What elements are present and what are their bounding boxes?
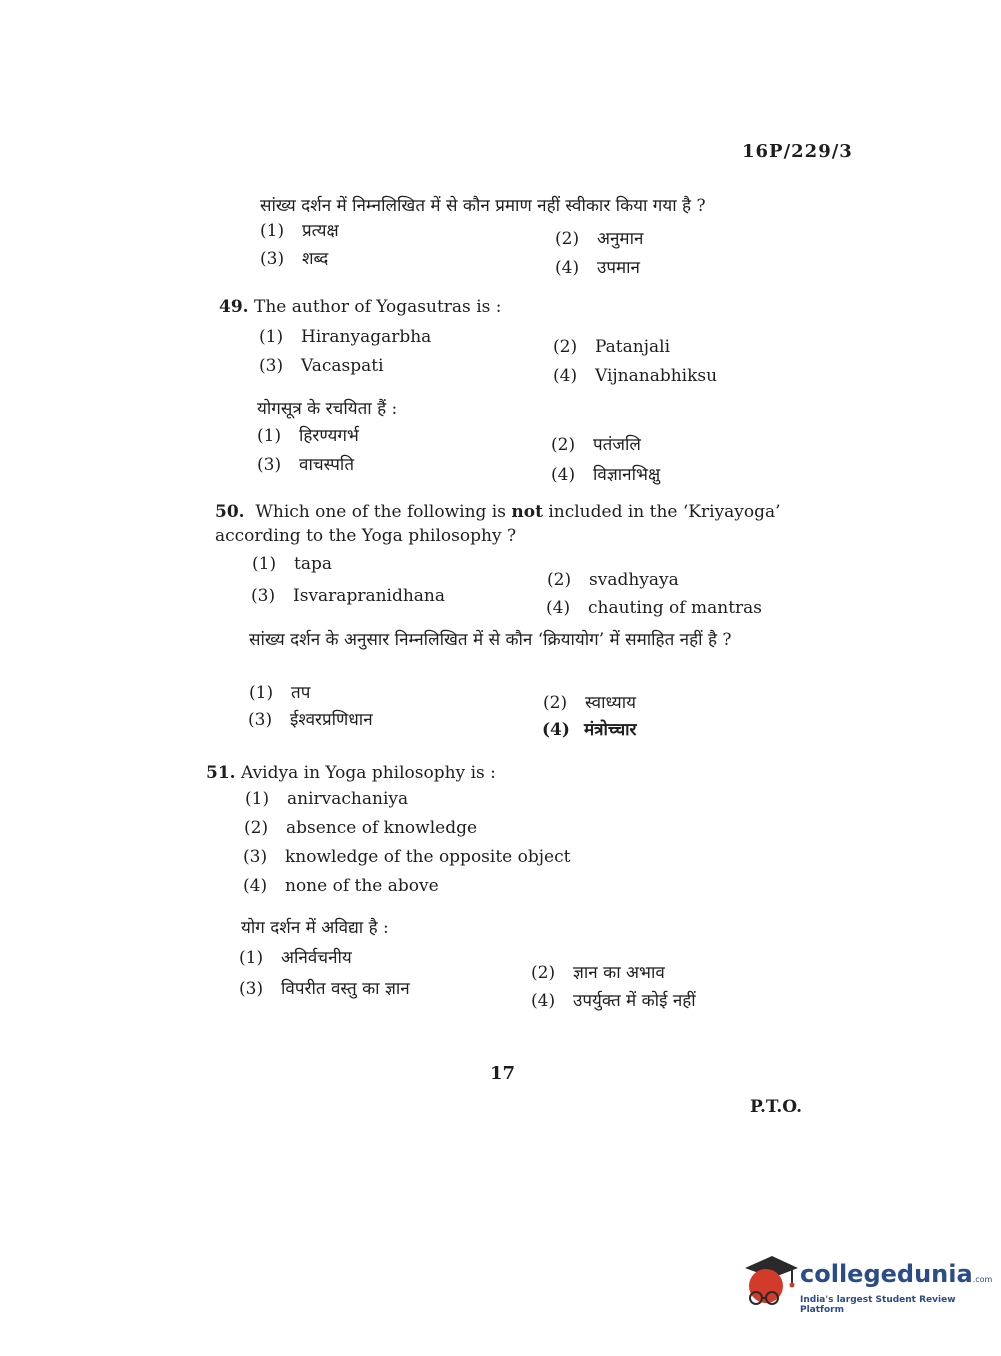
q48-hi-option-3: (3) शब्द [260,249,329,269]
q51-option-3: (3) knowledge of the opposite object [243,847,571,867]
q51-hindi-question: योग दर्शन में अविद्या है : [241,918,389,938]
q51-option-1: (1) anirvachaniya [245,789,409,809]
q50-option-3: (3) Isvarapranidhana [251,586,446,606]
q49-hi-option-3: (3) वाचस्पति [257,455,355,475]
q51-hi-option-4: (4) उपर्युक्त में कोई नहीं [531,991,696,1011]
q50-hi-option-3: (3) ईश्वरप्रणिधान [248,710,373,730]
paper-code: 16P/229/3 [742,141,853,162]
q50-hi-option-4: (4) मंत्रोच्चार [542,720,637,740]
q50-option-1: (1) tapa [252,554,332,574]
mascot-icon [740,1250,800,1315]
logo-tagline: India's largest Student Review Platform [800,1295,956,1315]
q51-option-4: (4) none of the above [243,876,439,896]
q50-option-2: (2) svadhyaya [547,570,679,590]
q49-hi-option-4: (4) विज्ञानभिक्षु [551,465,661,485]
q51-hi-option-1: (1) अनिर्वचनीय [239,948,352,968]
q51-option-2: (2) absence of knowledge [244,818,478,838]
pto-label: P.T.O. [750,1097,802,1117]
q48-hi-option-1: (1) प्रत्यक्ष [260,221,339,241]
q50-hi-option-2: (2) स्वाध्याय [543,693,636,713]
q50-question: 50. Which one of the following is not included in the ‘Kriyayoga’ according to the Yoga philosophy ? [215,502,781,546]
q49-option-2: (2) Patanjali [553,337,671,357]
q49-question: 49. The author of Yogasutras is : [219,297,502,317]
q49-option-3: (3) Vacaspati [259,356,384,376]
q49-option-4: (4) Vijnanabhiksu [553,366,718,386]
q50-hi-option-1: (1) तप [249,683,311,703]
q50-hindi-question: सांख्य दर्शन के अनुसार निम्नलिखित में से कौन ‘क्रियायोग’ में समाहित नहीं है ? [249,630,732,650]
page-number: 17 [490,1063,516,1084]
logo-wordmark: collegedunia.com [800,1260,993,1288]
q51-question: 51. Avidya in Yoga philosophy is : [206,763,496,783]
q51-hi-option-2: (2) ज्ञान का अभाव [531,963,665,983]
q49-option-1: (1) Hiranyagarbha [259,327,432,347]
q48-hi-option-4: (4) उपमान [555,258,640,278]
q50-number: 50. [215,502,245,522]
q48-hi-option-2: (2) अनुमान [555,229,644,249]
q49-hindi-question: योगसूत्र के रचयिता हैं : [257,399,398,419]
collegedunia-logo [740,1250,993,1320]
q48-hindi-question: सांख्य दर्शन में निम्नलिखित में से कौन प्रमाण नहीं स्वीकार किया गया है ? [260,196,706,216]
q50-option-4: (4) chauting of mantras [546,598,763,618]
q49-number: 49. [219,297,249,317]
q51-hi-option-3: (3) विपरीत वस्तु का ज्ञान [239,979,410,999]
q49-hi-option-2: (2) पतंजलि [551,435,641,455]
q51-number: 51. [206,763,236,783]
q49-hi-option-1: (1) हिरण्यगर्भ [257,426,359,446]
